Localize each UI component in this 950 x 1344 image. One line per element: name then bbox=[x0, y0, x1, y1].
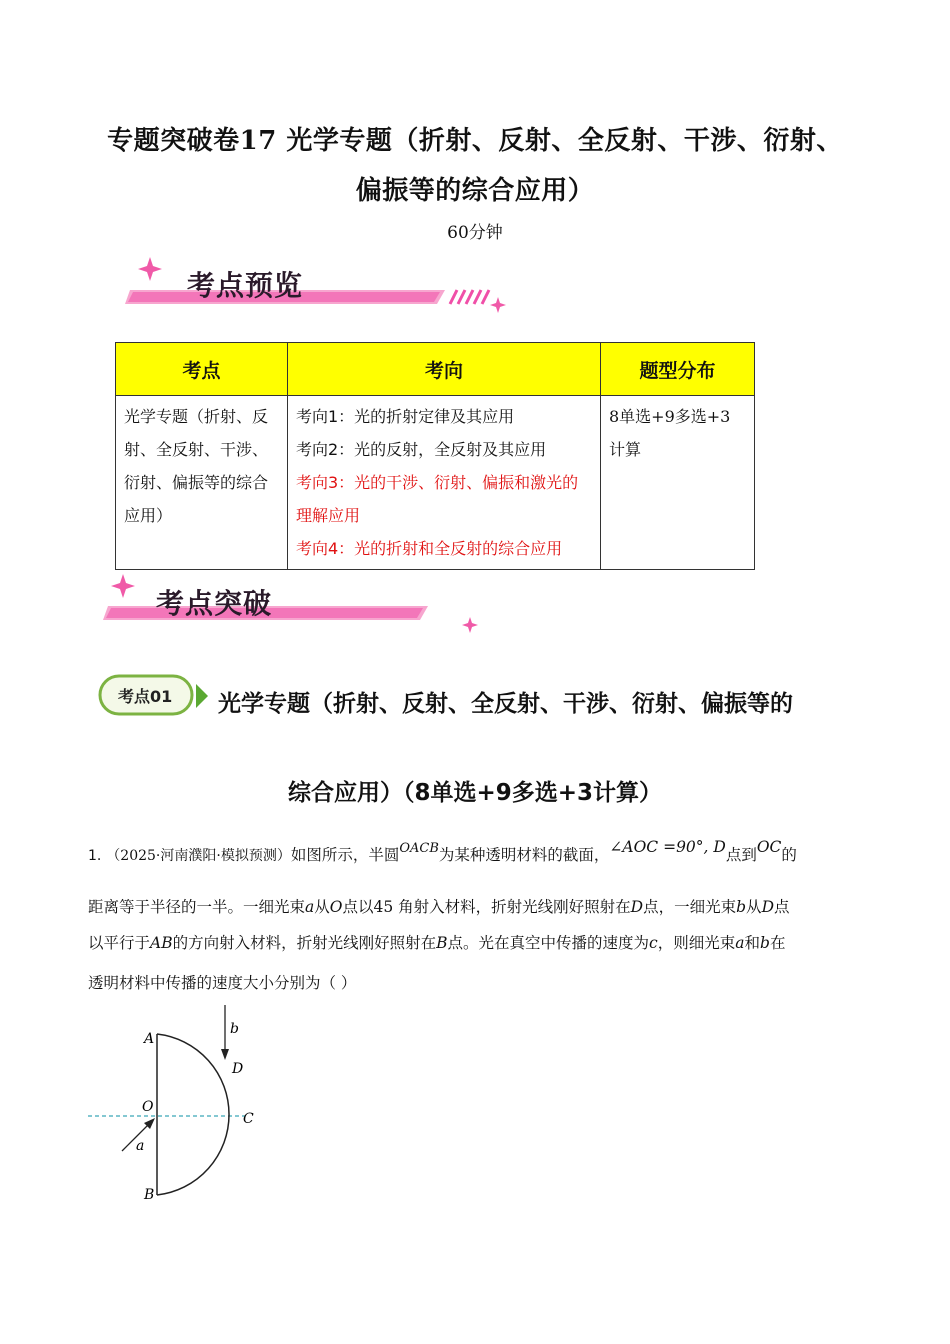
math-symbol: OACB bbox=[399, 841, 439, 856]
question-text: 在 bbox=[769, 934, 786, 952]
question-1-line4: 透明材料中传播的速度大小分别为（ ） bbox=[88, 974, 357, 992]
question-1-line2 bbox=[88, 890, 868, 924]
topic-cell: 光学专题（折射、反射、全反射、干涉、衍射、偏振等的综合应用） bbox=[116, 396, 288, 570]
question-text: 如图所示，半圆 bbox=[290, 846, 400, 864]
banner-hatch bbox=[450, 290, 489, 304]
banner-preview-graphic bbox=[95, 252, 515, 332]
question-text: 的方向射入材料，折射光线刚好照射在 bbox=[172, 934, 437, 952]
label-a-point: A bbox=[144, 1031, 155, 1047]
math-symbol: B bbox=[436, 934, 448, 952]
math-symbol: D bbox=[761, 898, 774, 916]
section-heading-line1: 光学专题（折射、反射、全反射、干涉、衍射、偏振等的 bbox=[218, 691, 793, 717]
math-symbol: a bbox=[735, 934, 745, 952]
label-c-point: C bbox=[243, 1111, 254, 1127]
sparkle-icon bbox=[490, 297, 506, 313]
table-header: 题型分布 bbox=[601, 343, 755, 396]
math-symbol: O bbox=[329, 898, 343, 916]
distribution-cell: 8单选+9多选+3计算 bbox=[601, 396, 755, 570]
label-o-point: O bbox=[142, 1099, 154, 1115]
table-row bbox=[116, 396, 755, 570]
doc-title-line2: 偏振等的综合应用） bbox=[355, 176, 595, 206]
question-text: 的 bbox=[781, 846, 797, 864]
math-symbol: a bbox=[305, 898, 315, 916]
label-b-point: B bbox=[144, 1187, 155, 1203]
label-ray-a: a bbox=[136, 1138, 145, 1154]
doc-duration: 60分钟 bbox=[447, 223, 503, 243]
question-text: 点。光在真空中传播的速度为 bbox=[447, 934, 650, 952]
direction-item: 考向2：光的反射，全反射及其应用 bbox=[296, 440, 547, 459]
math-symbol: c bbox=[649, 934, 658, 952]
semicircle-arc bbox=[157, 1034, 229, 1195]
arrow-head-icon bbox=[221, 1049, 229, 1060]
question-text: 点，一细光束 bbox=[643, 898, 737, 916]
direction-item: 考向4：光的折射和全反射的综合应用 bbox=[296, 539, 563, 558]
banner-breakthrough bbox=[98, 568, 518, 648]
math-symbol: b bbox=[760, 934, 770, 952]
question-text: 从 bbox=[314, 898, 330, 916]
question-text: ，则细光束 bbox=[657, 934, 736, 952]
semicircle-figure bbox=[80, 1005, 280, 1205]
question-text: 点以45 角射入材料，折射光线刚好照射在 bbox=[342, 898, 631, 916]
doc-title-line1: 专题突破卷17 光学专题（折射、反射、全反射、干涉、衍射、 bbox=[107, 126, 843, 156]
question-text: 点到 bbox=[725, 846, 757, 864]
section-heading-line2: 综合应用）（8单选+9多选+3计算） bbox=[287, 780, 663, 806]
table-header: 考点 bbox=[116, 343, 288, 396]
banner-breakthrough-label: 考点突破 bbox=[156, 587, 273, 620]
question-text: 从 bbox=[746, 898, 762, 916]
direction-item: 考向1：光的折射定律及其应用 bbox=[296, 407, 515, 426]
banner-preview bbox=[95, 252, 515, 332]
question-text: 为某种透明材料的截面， bbox=[438, 846, 610, 864]
math-symbol: AB bbox=[150, 934, 173, 952]
overview-table bbox=[115, 342, 755, 570]
sparkle-icon bbox=[462, 617, 478, 633]
sparkle-icon bbox=[138, 257, 162, 281]
table-header: 考向 bbox=[288, 343, 601, 396]
question-number: 1. bbox=[88, 848, 102, 864]
direction-item: 考向3：光的干涉、衍射、偏振和激光的理解应用 bbox=[296, 473, 579, 525]
question-1-line1 bbox=[88, 838, 878, 874]
section-badge bbox=[98, 672, 210, 720]
section-badge-label: 考点01 bbox=[118, 687, 173, 706]
question-text: 距离等于半径的一半。一细光束 bbox=[88, 898, 306, 916]
sparkle-icon bbox=[111, 574, 135, 598]
question-1-line3 bbox=[88, 926, 868, 960]
label-d-point: D bbox=[232, 1061, 244, 1077]
label-ray-b: b bbox=[230, 1021, 239, 1037]
directions-cell bbox=[288, 396, 601, 570]
question-text: 和 bbox=[744, 934, 760, 952]
math-symbol: OC bbox=[756, 838, 782, 856]
math-symbol: ∠AOC =90°, D bbox=[609, 838, 726, 856]
table-header-row bbox=[116, 343, 755, 396]
question-text: 点 bbox=[774, 898, 790, 916]
banner-preview-label: 考点预览 bbox=[187, 269, 304, 302]
math-symbol: b bbox=[736, 898, 747, 916]
question-text: 以平行于 bbox=[88, 934, 151, 952]
question-source: （2025·河南濮阳·模拟预测） bbox=[106, 848, 291, 864]
math-symbol: D bbox=[630, 898, 644, 916]
